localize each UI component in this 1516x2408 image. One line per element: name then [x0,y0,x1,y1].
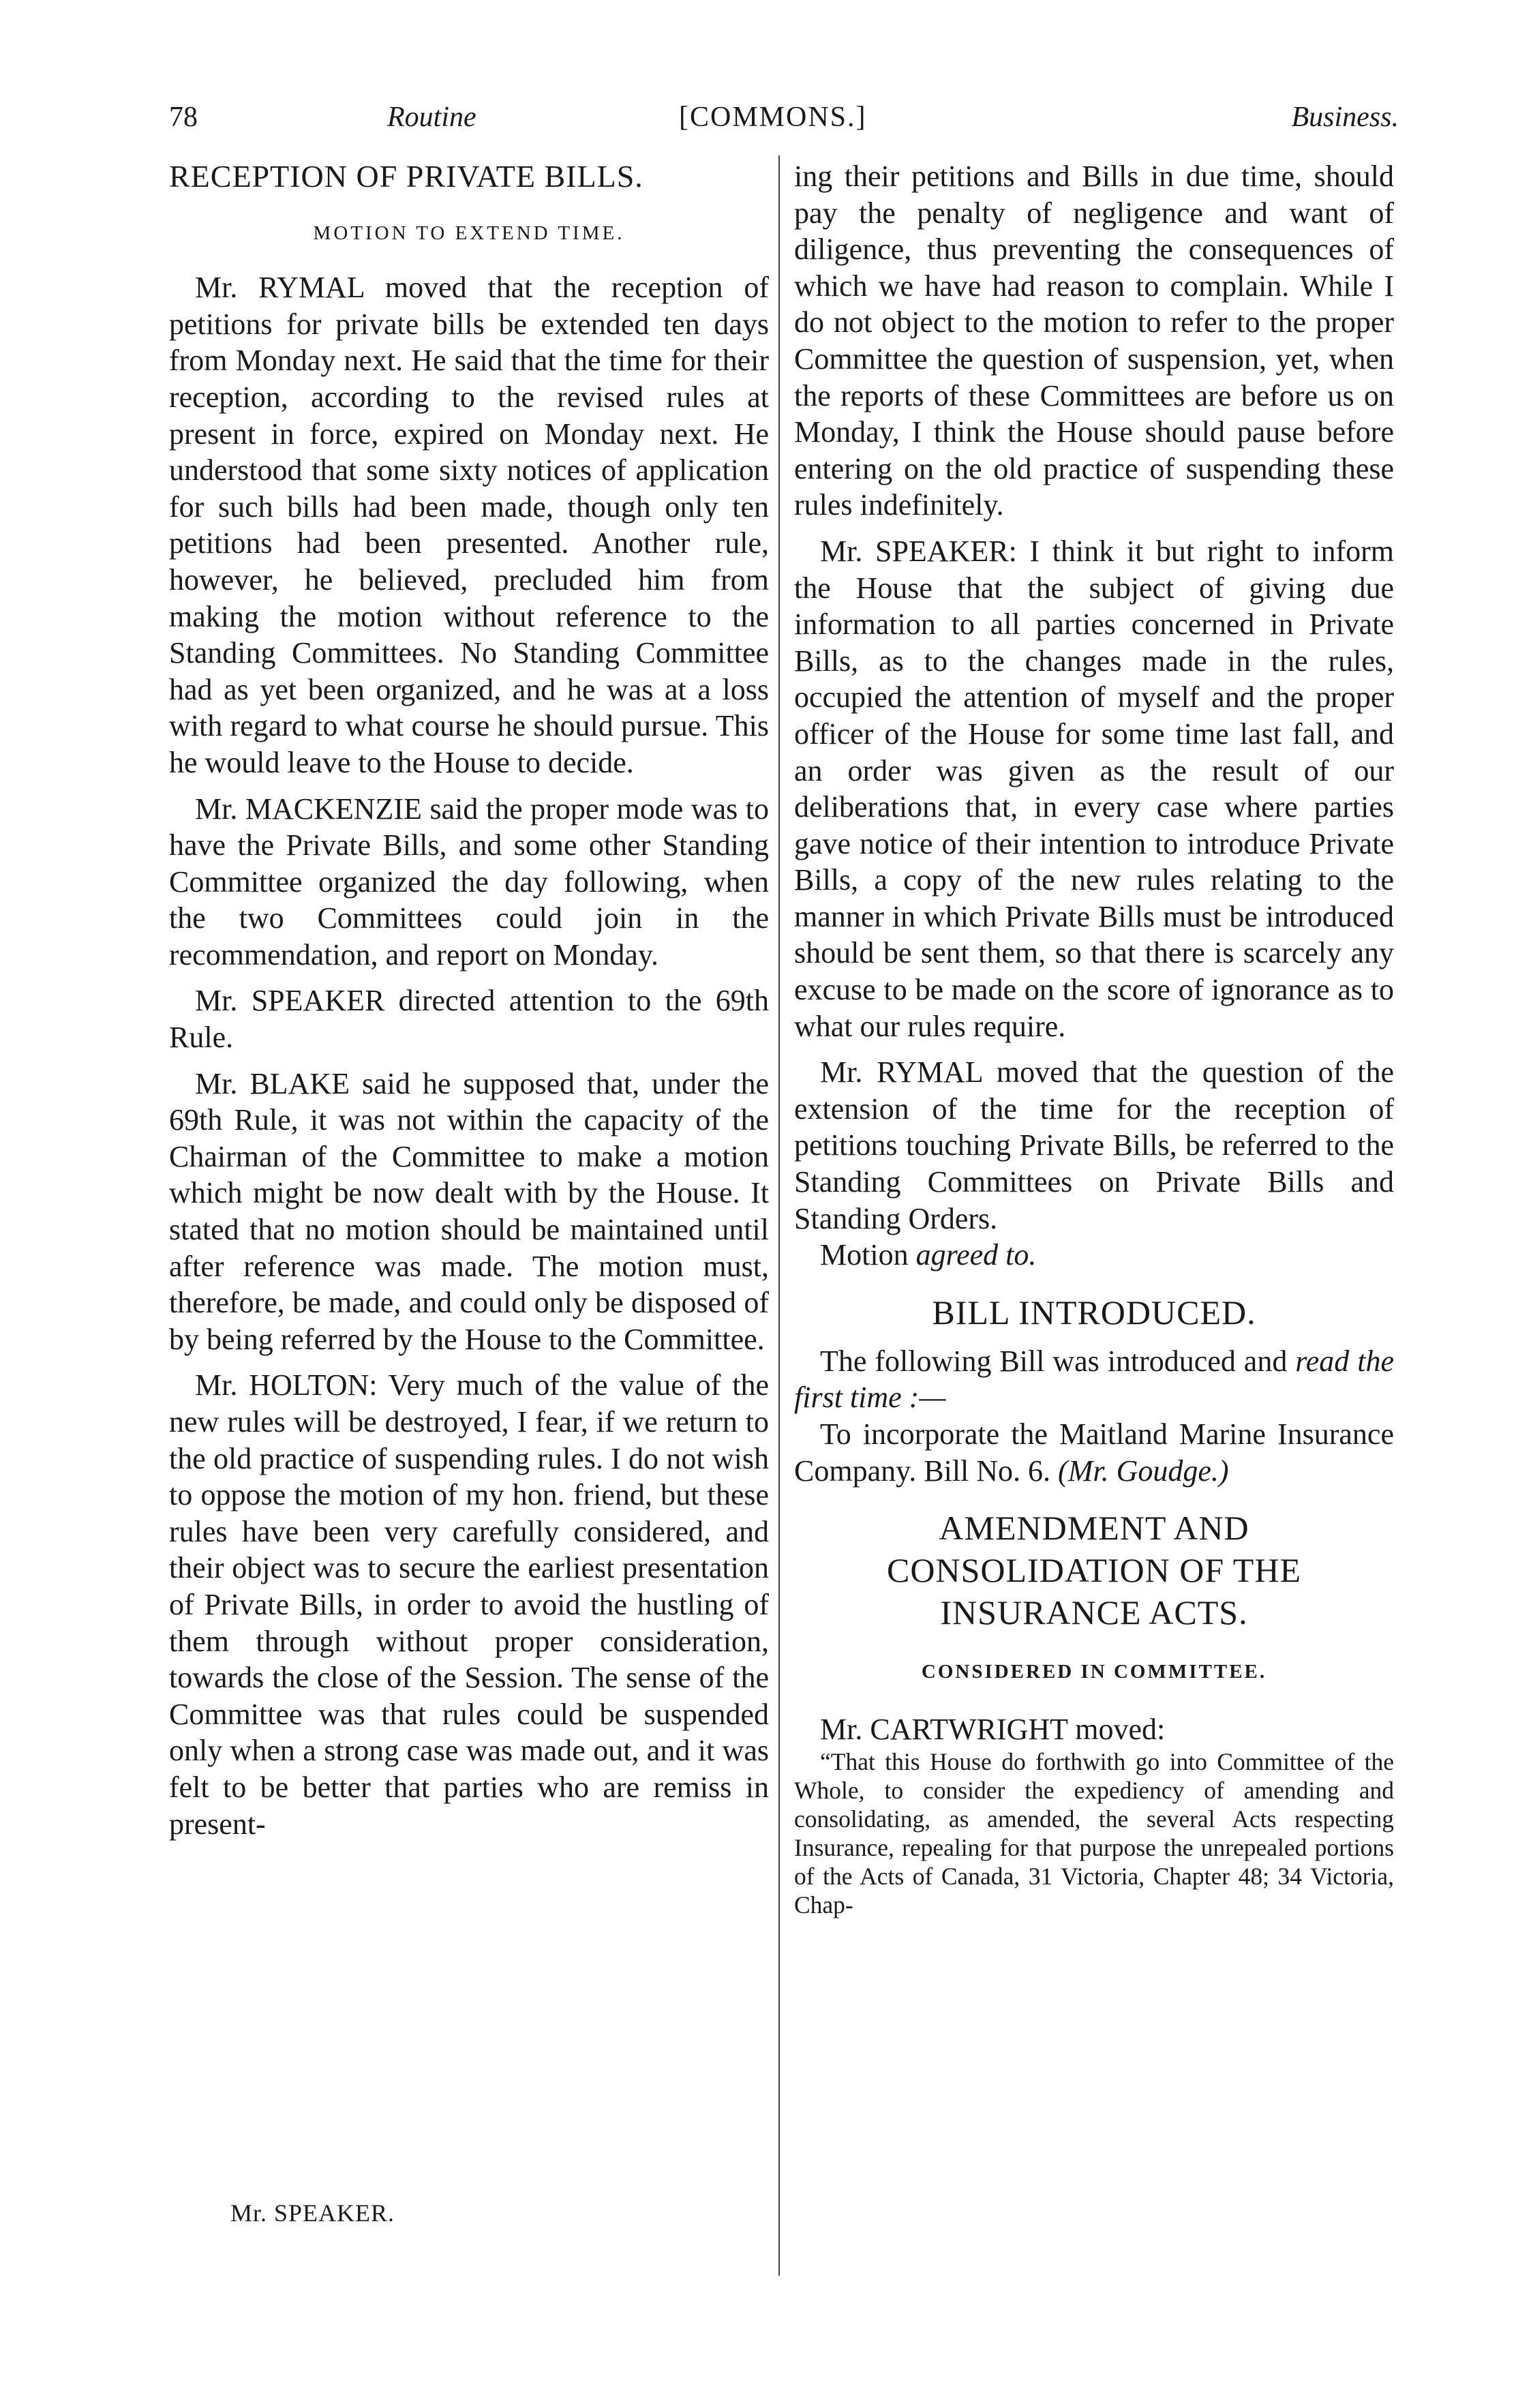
header-center: [COMMONS.] [679,102,867,133]
header-left: Routine [387,102,476,133]
paragraph-blake: Mr. BLAKE said he supposed that, under the 69th Rule, it was not within the capacity of the Chairman of the Committee to make a motion which might be now dealt with by the House. It stated that no motion should be maintained until after reference was made. The motion must, therefore, be made, and could only be disposed of by being referred by the House to the Committee. [169,1066,769,1356]
motion-quote: “That this House do forthwith go into Committee of the Whole, to consider the expediency of amending and consolidating, as amended, the several Acts respecting Insurance, repealing for that purpose the unrepealed portions of the Acts of Canada, 31 Victoria, Chapter 48; 34 Victoria, Chap- [794,1748,1394,1919]
right-column [794,158,1394,1919]
motion-agreed: agreed to. [915,1238,1037,1272]
bill-item-text: To incorporate the Maitland Marine Insurance Company. Bill No. 6. [794,1417,1394,1488]
paragraph-holton-continued: ing their petitions and Bills in due time, should pay the penalty of negligence and want of diligence, thus preventing the consequences of which we have had reason to complain. While I do not object to the motion to refer to the proper Committee the question of suspension, yet, when the reports of these Committees are before us on Monday, I think the House should pause before entering on the old practice of suspending these rules indefinitely. [794,160,1394,522]
section-title-bill-introduced: BILL INTRODUCED. [932,1293,1256,1331]
bill-intro [794,1343,1394,1416]
paragraph-rymal: Mr. RYMAL moved that the reception of petitions for private bills be extended ten days from Monday next. He said that the time for their reception, according to the revised rules at present in force, expired on Monday next. He understood that some sixty notices of application for such bills had been made, though only ten petitions had been presented. Another rule, however, he believed, precluded him from making the motion without reference to the Standing Committees. No Standing Committee had as yet been organized, and he was at a loss with regard to what course he should pursue. This he would leave to the House to decide. [169,271,769,779]
subheading-motion-extend: MOTION TO EXTEND TIME. [313,222,625,244]
bill-intro-prefix: The following Bill was introduced and [820,1344,1296,1378]
paragraph-mackenzie: Mr. MACKENZIE said the proper mode was to have the Private Bills, and some other Standing Committee organized the day following, when the two Committees could join in the recommendation, and report on Monday. [169,792,769,972]
catchword: Mr. SPEAKER. [230,2199,395,2227]
left-column [169,158,769,1842]
cartwright-motion: Mr. CARTWRIGHT moved: [820,1712,1166,1746]
bill-item [794,1416,1394,1489]
subheading-considered: CONSIDERED IN COMMITTEE. [921,1661,1267,1683]
bill-intro-italic: read the first time :— [794,1344,1394,1415]
bill-item-member: (Mr. Goudge.) [1058,1454,1229,1488]
paragraph-holton: Mr. HOLTON: Very much of the value of the new rules will be destroyed, I fear, if we return to the old practice of suspending rules. I do not wish to oppose the motion of my hon. friend, but these rules have been very carefully considered, and their object was to secure the earliest presentation of Private Bills, in order to avoid the hustling of them through without proper consideration, towards the close of the Session. The sense of the Committee was that rules could be suspended only when a strong case was made out, and it was felt to be better that parties who are remiss in present- [169,1368,769,1841]
motion-prefix: Motion [820,1238,916,1272]
paragraph-rymal-motion: Mr. RYMAL moved that the question of the extension of the time for the reception of petitions touching Private Bills, be referred to the Standing Committees on Private Bills and Standing Orders. [794,1055,1394,1235]
running-header [158,101,1399,149]
paragraph-speaker: Mr. SPEAKER directed attention to the 69th Rule. [169,984,769,1055]
header-right: Business. [1291,102,1399,133]
page-number: 78 [169,102,198,133]
section-title-private-bills: RECEPTION OF PRIVATE BILLS. [169,159,643,194]
paragraph-speaker-reply: Mr. SPEAKER: I think it but right to inform the House that the subject of giving due information to all parties concerned in Private Bills, as to the changes made in the rules, occupied the attention of myself and the proper officer of the House for some time last fall, and an order was given as the result of our deliberations that, in every case where parties gave notice of their intention to introduce Private Bills, a copy of the new rules relating to the manner in which Private Bills must be introduced should be sent them, so that there is scarcely any excuse to be made on the score of ignorance as to what our rules require. [794,534,1394,1043]
motion-result [794,1237,1394,1274]
section-title-amendment: AMENDMENT AND CONSOLIDATION OF THE INSURANCE ACTS. [887,1509,1301,1632]
column-divider [778,155,780,2276]
